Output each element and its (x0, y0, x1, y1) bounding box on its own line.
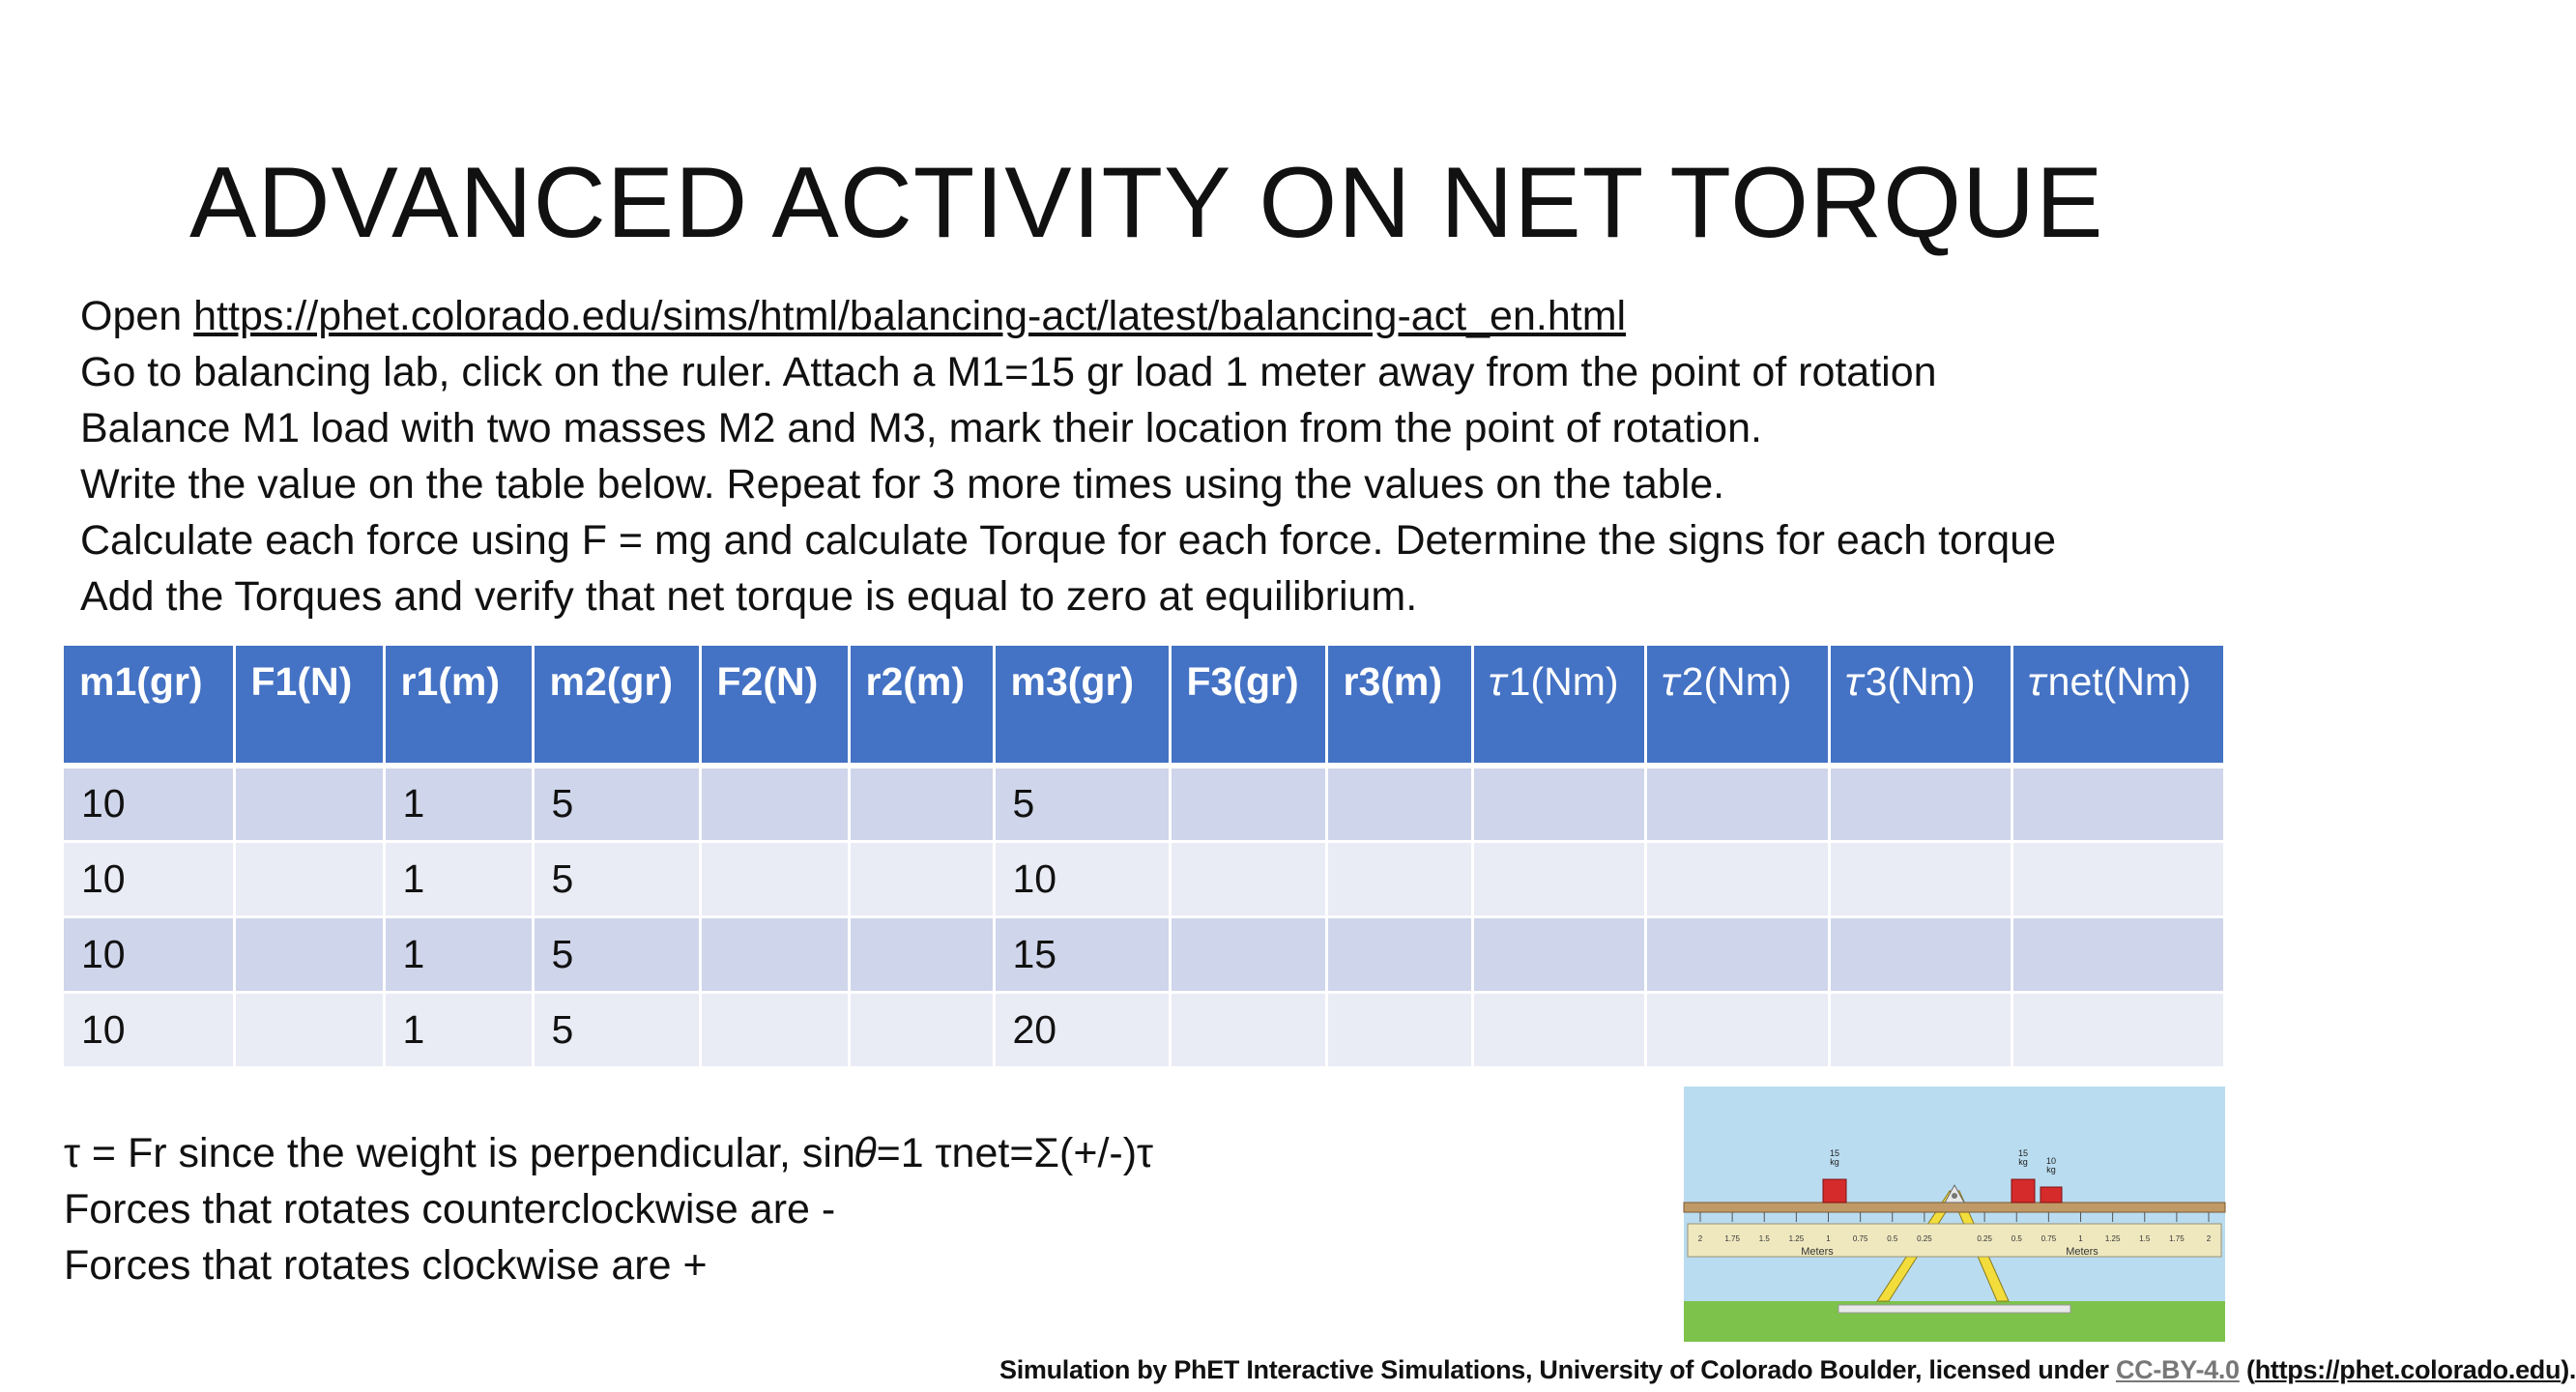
header-cell: 𝜏2(Nm) (1645, 646, 1829, 766)
phet-home-link[interactable]: https://phet.colorado.edu (2254, 1355, 2562, 1384)
ruler-tick-label: 2 (1697, 1234, 1703, 1243)
ruler-tick-label: 0.75 (2041, 1234, 2057, 1243)
ruler-tick-label: 1.25 (1788, 1234, 1805, 1243)
table-cell[interactable] (1472, 916, 1645, 992)
table-cell[interactable] (1170, 766, 1326, 841)
header-cell: 𝜏net(Nm) (2012, 646, 2223, 766)
table-cell[interactable] (1645, 916, 1829, 992)
ruler-tick-label: 1.5 (1758, 1234, 1770, 1243)
table-cell[interactable]: 10 (64, 841, 234, 916)
ruler-tick-label: 2 (2206, 1234, 2212, 1243)
table-cell[interactable] (1472, 992, 1645, 1067)
table-cell[interactable] (1170, 916, 1326, 992)
header-cell: 𝜏3(Nm) (1829, 646, 2012, 766)
header-cell: 𝜏1(Nm) (1472, 646, 1645, 766)
table-cell[interactable] (234, 992, 384, 1067)
note-line: Forces that rotates clockwise are + (64, 1242, 708, 1289)
table-cell[interactable] (1472, 766, 1645, 841)
instruction-line: Add the Torques and verify that net torque is equal to zero at equilibrium. (80, 573, 1418, 620)
table-cell[interactable] (1326, 916, 1472, 992)
mass-right-b-block (2041, 1187, 2062, 1203)
table-cell[interactable]: 1 (384, 841, 533, 916)
ruler-tick-label: 1 (1826, 1234, 1831, 1243)
table-cell[interactable] (700, 992, 849, 1067)
table-cell[interactable]: 5 (533, 992, 700, 1067)
table-cell[interactable]: 5 (533, 766, 700, 841)
table-cell[interactable] (1170, 841, 1326, 916)
table-cell[interactable]: 15 (994, 916, 1170, 992)
ruler-tick-label: 0.5 (2011, 1234, 2022, 1243)
table-cell[interactable] (2012, 916, 2223, 992)
header-cell: r3(m) (1326, 646, 1472, 766)
header-cell: m2(gr) (533, 646, 700, 766)
instruction-open-line (80, 288, 2056, 344)
base-plate (1838, 1305, 2070, 1313)
table-cell[interactable] (1326, 992, 1472, 1067)
ruler-tick-label: 0.5 (1887, 1234, 1898, 1243)
attribution-open: ( (2239, 1355, 2255, 1384)
header-cell: F3(gr) (1170, 646, 1326, 766)
table-cell[interactable] (1170, 992, 1326, 1067)
table-header-row (64, 646, 2223, 766)
table-cell[interactable] (234, 766, 384, 841)
table-cell[interactable]: 10 (64, 916, 234, 992)
table-cell[interactable] (2012, 766, 2223, 841)
ruler-tick-label: 1.75 (1724, 1234, 1740, 1243)
header-cell: F2(N) (700, 646, 849, 766)
table-cell[interactable] (849, 992, 994, 1067)
table-cell[interactable] (234, 841, 384, 916)
table-row (64, 841, 2223, 916)
header-cell: m3(gr) (994, 646, 1170, 766)
attribution-text: Simulation by PhET Interactive Simulations, University of Colorado Boulder, licensed under (999, 1355, 2116, 1384)
torque-table (64, 646, 2223, 1069)
table-cell[interactable] (1829, 841, 2012, 916)
table-cell[interactable] (849, 841, 994, 916)
table-cell[interactable] (1472, 841, 1645, 916)
table-cell[interactable]: 10 (994, 841, 1170, 916)
table-cell[interactable] (2012, 992, 2223, 1067)
ruler-tick-label: 0.75 (1852, 1234, 1868, 1243)
header-cell: m1(gr) (64, 646, 234, 766)
table-cell[interactable] (700, 766, 849, 841)
mass-right-a-label: 15 kg (2017, 1148, 2029, 1167)
table-cell[interactable] (1645, 841, 1829, 916)
open-prefix: Open (80, 293, 194, 339)
table-cell[interactable] (1829, 766, 2012, 841)
torque-notes (64, 1125, 1153, 1293)
ruler-tick-label: 0.25 (1917, 1234, 1932, 1243)
table-cell[interactable]: 5 (994, 766, 1170, 841)
note-line: Forces that rotates counterclockwise are - (64, 1186, 836, 1232)
table-cell[interactable] (700, 916, 849, 992)
phet-sim-link[interactable]: https://phet.colorado.edu/sims/html/balancing-act/latest/balancing-act_en.html (193, 293, 1627, 339)
table-cell[interactable] (234, 916, 384, 992)
table-cell[interactable]: 20 (994, 992, 1170, 1067)
table-row (64, 916, 2223, 992)
ruler-tick-label: 1.75 (2169, 1234, 2185, 1243)
table-cell[interactable] (700, 841, 849, 916)
header-cell: r2(m) (849, 646, 994, 766)
header-cell: F1(N) (234, 646, 384, 766)
page-title: ADVANCED ACTIVITY ON NET TORQUE (189, 147, 2104, 259)
ruler-unit-left: Meters (1801, 1246, 1834, 1258)
table-cell[interactable] (849, 916, 994, 992)
table-cell[interactable] (1829, 992, 2012, 1067)
table-cell[interactable] (1326, 766, 1472, 841)
table-cell[interactable]: 1 (384, 992, 533, 1067)
table-cell[interactable]: 5 (533, 841, 700, 916)
instruction-line: Calculate each force using F = mg and calculate Torque for each force. Determine the signs for each torque (80, 517, 2057, 564)
license-link[interactable]: CC-BY-4.0 (2115, 1355, 2240, 1384)
plank (1684, 1203, 2225, 1212)
table-cell[interactable] (849, 766, 994, 841)
table-cell[interactable] (2012, 841, 2223, 916)
table-cell[interactable] (1645, 992, 1829, 1067)
ruler-tick-label: 1 (2078, 1234, 2083, 1243)
instruction-line: Write the value on the table below. Repeat for 3 more times using the values on the table. (80, 461, 1725, 508)
table-cell[interactable] (1326, 841, 1472, 916)
note-line: τ = Fr since the weight is perpendicular, sin𝜃=1 τnet=Σ(+/-)τ (64, 1130, 1154, 1176)
balance-scene (1684, 1087, 2225, 1342)
mass-right-b-label: 10 kg (2045, 1156, 2057, 1174)
attribution-close: ). (2561, 1355, 2576, 1384)
table-row (64, 766, 2223, 841)
mass-right-a-block (2012, 1179, 2035, 1203)
ruler-tick-label: 1.5 (2139, 1234, 2151, 1243)
instruction-line: Go to balancing lab, click on the ruler. Attach a M1=15 gr load 1 meter away from the point of rotation (80, 349, 1937, 395)
table-cell[interactable]: 10 (64, 992, 234, 1067)
ruler-tick-label: 1.25 (2104, 1234, 2121, 1243)
mass-left-block (1823, 1179, 1846, 1203)
phet-simulation-image (1684, 1087, 2225, 1342)
pivot-pin (1952, 1193, 1957, 1199)
table-cell[interactable]: 5 (533, 916, 700, 992)
table-cell[interactable] (1645, 766, 1829, 841)
table-cell[interactable]: 1 (384, 916, 533, 992)
ruler-tick-label: 0.25 (1977, 1234, 1992, 1243)
table-cell[interactable]: 1 (384, 766, 533, 841)
table-row (64, 992, 2223, 1067)
table-cell[interactable] (1829, 916, 2012, 992)
mass-left-label: 15 kg (1829, 1148, 1840, 1167)
header-cell: r1(m) (384, 646, 533, 766)
instruction-line: Balance M1 load with two masses M2 and M3, mark their location from the point of rotation. (80, 405, 1762, 451)
table-cell[interactable]: 10 (64, 766, 234, 841)
attribution (999, 1355, 2576, 1385)
instructions (80, 288, 2056, 624)
ruler-unit-right: Meters (2066, 1246, 2098, 1258)
